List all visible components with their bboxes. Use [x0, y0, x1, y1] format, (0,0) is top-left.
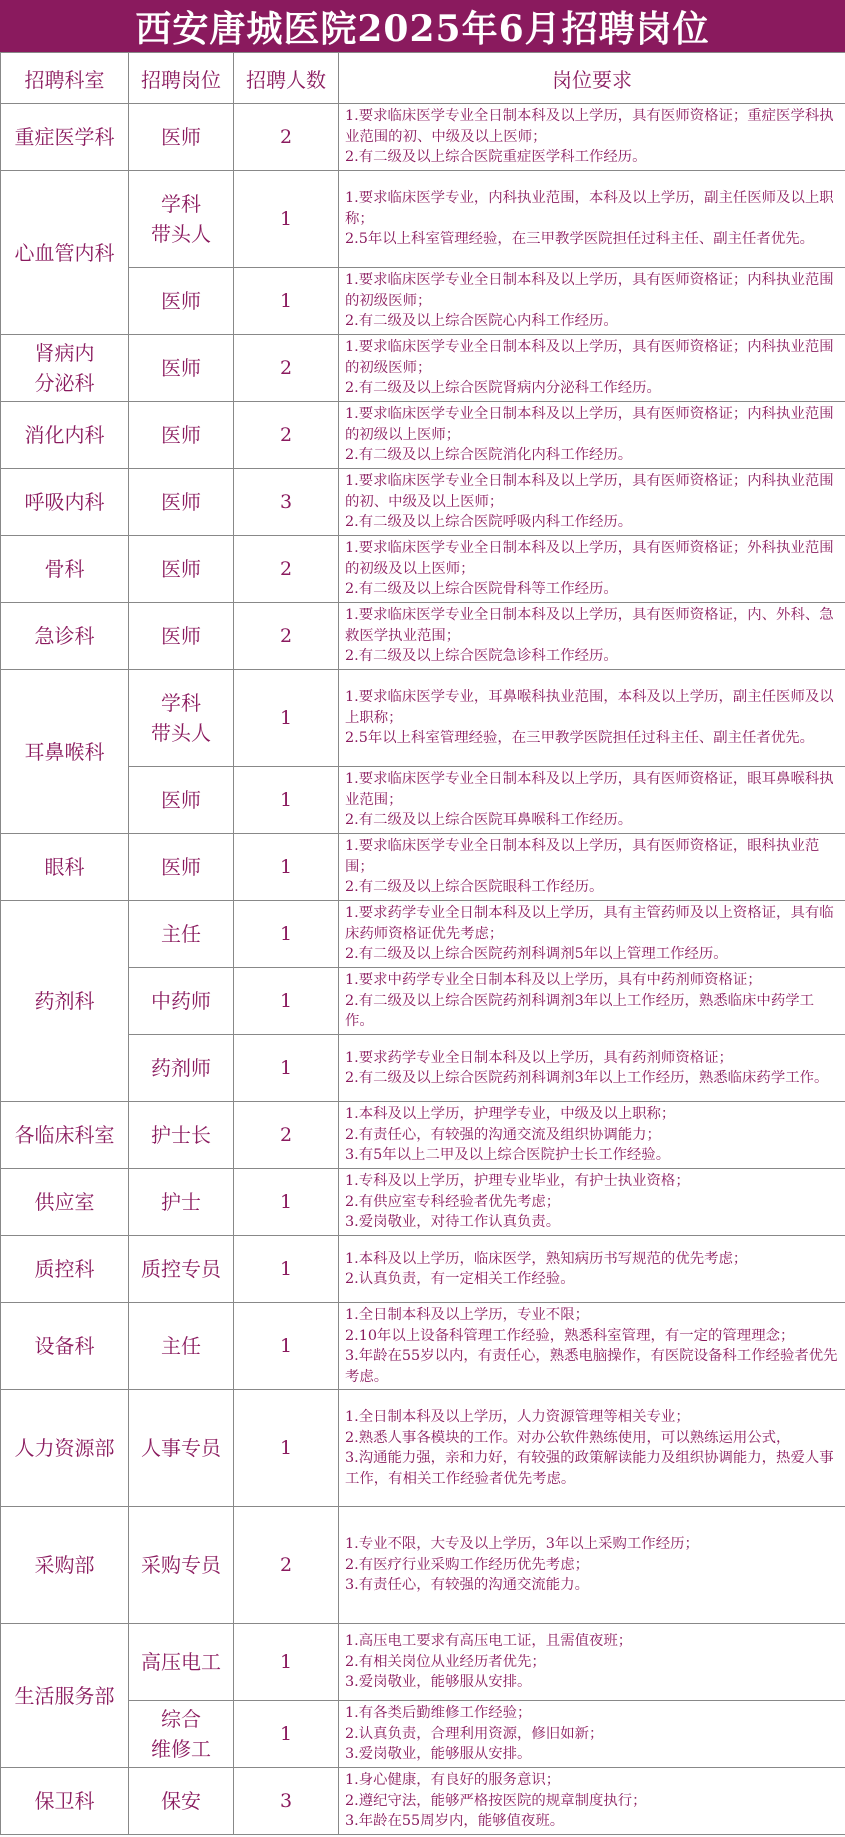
- headcount-cell: 3: [234, 1768, 339, 1835]
- requirement-line: 2.熟悉人事各模块的工作。对办公软件熟练使用，可以熟练运用公式，: [345, 1429, 791, 1446]
- headcount-cell: 1: [234, 1390, 339, 1507]
- requirement-line: 3.年龄在55岁以内，有责任心，熟悉电脑操作，有医院设备科工作经验者优先考虑。: [345, 1348, 838, 1385]
- department-cell: 骨科: [1, 536, 129, 603]
- requirements-cell: [339, 268, 845, 335]
- requirements-cell: [339, 603, 845, 670]
- requirements-cell: [339, 1507, 845, 1624]
- position-cell: 质控专员: [129, 1236, 234, 1303]
- department-cell: 耳鼻喉科: [1, 670, 129, 834]
- header-dept: 招聘科室: [1, 53, 129, 104]
- headcount-cell: 1: [234, 834, 339, 901]
- position-cell: 保安: [129, 1768, 234, 1835]
- requirement-line: 2.5年以上科室管理经验，在三甲教学医院担任过科主任、副主任者优先。: [345, 730, 814, 747]
- requirements-cell: [339, 335, 845, 402]
- requirements-cell: [339, 1768, 845, 1835]
- department-cell: 呼吸内科: [1, 469, 129, 536]
- job-table: [0, 52, 845, 1835]
- requirement-line: 1.有各类后勤维修工作经验；: [345, 1705, 532, 1722]
- department-cell: 设备科: [1, 1303, 129, 1390]
- department-cell: 各临床科室: [1, 1102, 129, 1169]
- department-cell: 消化内科: [1, 402, 129, 469]
- requirement-line: 2.认真负责，有一定相关工作经验。: [345, 1271, 575, 1287]
- position-cell: 护士长: [129, 1102, 234, 1169]
- headcount-cell: 3: [234, 469, 339, 536]
- table-row: [1, 1303, 845, 1390]
- position-cell: 主任: [129, 1303, 234, 1390]
- requirement-line: 1.要求药学专业全日制本科及以上学历，具有主管药师及以上资格证，具有临床药师资格证优先考虑；: [345, 905, 834, 942]
- requirement-line: 1.专科及以上学历，护理专业毕业，有护士执业资格；: [345, 1173, 690, 1190]
- position-cell: 学科 带头人: [129, 670, 234, 767]
- requirement-line: 1.要求临床医学专业全日制本科及以上学历，具有医师资格证；内科执业范围的初级以上医师；: [345, 406, 834, 443]
- table-row: [1, 469, 845, 536]
- requirements-cell: [339, 104, 845, 171]
- requirement-line: 2.有二级及以上综合医院急诊科工作经历。: [345, 648, 618, 665]
- position-cell: 医师: [129, 536, 234, 603]
- department-cell: 保卫科: [1, 1768, 129, 1835]
- requirement-line: 1.全日制本科及以上学历，专业不限；: [345, 1307, 589, 1323]
- table-row: [1, 171, 845, 268]
- headcount-cell: 1: [234, 901, 339, 968]
- requirement-line: 3.爱岗敬业，对待工作认真负责。: [345, 1214, 561, 1231]
- requirement-line: 1.要求临床医学专业全日制本科及以上学历，具有医师资格证，眼科执业范围；: [345, 838, 820, 875]
- requirement-line: 1.全日制本科及以上学历，人力资源管理等相关专业；: [345, 1409, 690, 1425]
- requirement-line: 2.有二级及以上综合医院骨科等工作经历。: [345, 581, 618, 598]
- table-row: [1, 1768, 845, 1835]
- requirement-line: 2.有二级及以上综合医院药剂科调剂3年以上工作经历，熟悉临床中药学工作。: [345, 992, 814, 1030]
- position-cell: 药剂师: [129, 1035, 234, 1102]
- page-title: 西安唐城医院2025年6月招聘岗位: [0, 0, 845, 52]
- requirement-line: 1.要求临床医学专业，耳鼻喉科执业范围，本科及以上学历，副主任医师及以上职称；: [345, 689, 834, 726]
- requirement-line: 1.本科及以上学历，护理学专业，中级及以上职称；: [345, 1106, 676, 1123]
- table-row: [1, 1236, 845, 1303]
- requirement-line: 1.要求中药学专业全日制本科及以上学历，具有中药剂师资格证；: [345, 972, 762, 989]
- requirement-line: 3.爱岗敬业，能够服从安排。: [345, 1674, 532, 1691]
- requirement-line: 1.要求临床医学专业全日制本科及以上学历，具有医师资格证，眼耳鼻喉科执业范围；: [345, 771, 834, 808]
- headcount-cell: 1: [234, 268, 339, 335]
- table-row: [1, 1390, 845, 1507]
- department-cell: 重症医学科: [1, 104, 129, 171]
- table-row: [1, 901, 845, 968]
- department-cell: 生活服务部: [1, 1624, 129, 1768]
- headcount-cell: 2: [234, 1507, 339, 1624]
- requirements-cell: [339, 171, 845, 268]
- requirement-line: 2.10年以上设备科管理工作经验，熟悉科室管理，有一定的管理理念；: [345, 1327, 795, 1344]
- table-row: [1, 1624, 845, 1701]
- requirement-line: 2.有二级及以上综合医院呼吸内科工作经历。: [345, 514, 633, 531]
- position-cell: 采购专员: [129, 1507, 234, 1624]
- requirement-line: 2.有二级及以上综合医院耳鼻喉科工作经历。: [345, 812, 633, 829]
- table-header-row: [1, 53, 845, 104]
- requirement-line: 1.要求临床医学专业全日制本科及以上学历，具有医师资格证；内科执业范围的初级医师；: [345, 272, 834, 309]
- requirements-cell: [339, 1624, 845, 1701]
- requirement-line: 2.有责任心，有较强的沟通交流及组织协调能力；: [345, 1126, 661, 1143]
- headcount-cell: 1: [234, 1701, 339, 1768]
- requirements-cell: [339, 901, 845, 968]
- department-cell: 供应室: [1, 1169, 129, 1236]
- department-cell: 眼科: [1, 834, 129, 901]
- requirement-line: 2.有二级及以上综合医院心内科工作经历。: [345, 313, 618, 330]
- position-cell: 医师: [129, 104, 234, 171]
- headcount-cell: 2: [234, 402, 339, 469]
- requirement-line: 2.有医疗行业采购工作经历优先考虑；: [345, 1556, 589, 1573]
- headcount-cell: 1: [234, 767, 339, 834]
- requirements-cell: [339, 1303, 845, 1390]
- position-cell: 学科 带头人: [129, 171, 234, 268]
- requirement-line: 2.有相关岗位从业经历者优先；: [345, 1653, 546, 1670]
- requirement-line: 1.身心健康，有良好的服务意识；: [345, 1772, 561, 1789]
- requirement-line: 3.沟通能力强，亲和力好，有较强的政策解读能力及组织协调能力，热爱人事工作，有相关工作经验者优先考虑。: [345, 1450, 834, 1487]
- requirements-cell: [339, 1102, 845, 1169]
- requirements-cell: [339, 402, 845, 469]
- header-position: 招聘岗位: [129, 53, 234, 104]
- position-cell: 医师: [129, 834, 234, 901]
- header-requirements: 岗位要求: [339, 53, 845, 104]
- table-row: [1, 834, 845, 901]
- position-cell: 医师: [129, 767, 234, 834]
- requirement-line: 1.要求临床医学专业全日制本科及以上学历，具有医师资格证；重症医学科执业范围的初、中级及以上医师；: [345, 108, 834, 145]
- requirement-line: 2.认真负责，合理利用资源，修旧如新；: [345, 1725, 604, 1742]
- position-cell: 人事专员: [129, 1390, 234, 1507]
- department-cell: 质控科: [1, 1236, 129, 1303]
- headcount-cell: 1: [234, 1236, 339, 1303]
- requirement-line: 3.年龄在55周岁内，能够值夜班。: [345, 1813, 565, 1830]
- requirement-line: 3.有5年以上二甲及以上综合医院护士长工作经验。: [345, 1147, 671, 1164]
- position-cell: 高压电工: [129, 1624, 234, 1701]
- requirement-line: 2.有二级及以上综合医院药剂科调剂3年以上工作经历，熟悉临床药学工作。: [345, 1070, 829, 1086]
- table-row: [1, 603, 845, 670]
- position-cell: 医师: [129, 402, 234, 469]
- table-row: [1, 402, 845, 469]
- headcount-cell: 1: [234, 171, 339, 268]
- headcount-cell: 1: [234, 1624, 339, 1701]
- requirements-cell: [339, 1236, 845, 1303]
- position-cell: 综合 维修工: [129, 1701, 234, 1768]
- position-cell: 护士: [129, 1169, 234, 1236]
- headcount-cell: 1: [234, 670, 339, 767]
- requirement-line: 1.要求临床医学专业，内科执业范围，本科及以上学历，副主任医师及以上职称；: [345, 190, 834, 227]
- requirements-cell: [339, 670, 845, 767]
- department-cell: 人力资源部: [1, 1390, 129, 1507]
- table-body: [1, 104, 845, 1835]
- headcount-cell: 2: [234, 603, 339, 670]
- department-cell: 心血管内科: [1, 171, 129, 335]
- position-cell: 医师: [129, 469, 234, 536]
- table-row: [1, 1102, 845, 1169]
- position-cell: 中药师: [129, 968, 234, 1035]
- requirement-line: 2.有二级及以上综合医院眼科工作经历。: [345, 879, 604, 896]
- requirement-line: 2.有二级及以上综合医院肾病内分泌科工作经历。: [345, 380, 661, 397]
- requirements-cell: [339, 968, 845, 1035]
- requirements-cell: [339, 834, 845, 901]
- headcount-cell: 2: [234, 1102, 339, 1169]
- table-row: [1, 335, 845, 402]
- department-cell: 肾病内 分泌科: [1, 335, 129, 402]
- headcount-cell: 1: [234, 1169, 339, 1236]
- department-cell: 药剂科: [1, 901, 129, 1102]
- requirement-line: 2.有二级及以上综合医院重症医学科工作经历。: [345, 149, 647, 166]
- headcount-cell: 2: [234, 104, 339, 171]
- requirements-cell: [339, 469, 845, 536]
- position-cell: 医师: [129, 335, 234, 402]
- department-cell: 急诊科: [1, 603, 129, 670]
- table-row: [1, 1169, 845, 1236]
- requirements-cell: [339, 1169, 845, 1236]
- requirement-line: 1.要求临床医学专业全日制本科及以上学历，具有医师资格证；外科执业范围的初级及以上医师；: [345, 540, 834, 577]
- position-cell: 主任: [129, 901, 234, 968]
- department-cell: 采购部: [1, 1507, 129, 1624]
- headcount-cell: 1: [234, 1035, 339, 1102]
- table-row: [1, 1507, 845, 1624]
- headcount-cell: 1: [234, 1303, 339, 1390]
- headcount-cell: 1: [234, 968, 339, 1035]
- table-row: [1, 104, 845, 171]
- requirements-cell: [339, 1035, 845, 1102]
- requirement-line: 1.高压电工要求有高压电工证，且需值夜班；: [345, 1633, 633, 1650]
- table-row: [1, 536, 845, 603]
- requirement-line: 2.有二级及以上综合医院消化内科工作经历。: [345, 447, 633, 464]
- position-cell: 医师: [129, 268, 234, 335]
- requirement-line: 1.要求临床医学专业全日制本科及以上学历，具有医师资格证；内科执业范围的初级医师；: [345, 339, 834, 376]
- requirement-line: 1.要求临床医学专业全日制本科及以上学历，具有医师资格证；内科执业范围的初、中级及以上医师；: [345, 473, 834, 510]
- requirement-line: 2.5年以上科室管理经验，在三甲教学医院担任过科主任、副主任者优先。: [345, 231, 814, 248]
- requirement-line: 1.要求药学专业全日制本科及以上学历，具有药剂师资格证；: [345, 1049, 733, 1066]
- requirement-line: 3.爱岗敬业，能够服从安排。: [345, 1746, 532, 1763]
- requirement-line: 2.遵纪守法，能够严格按医院的规章制度执行；: [345, 1792, 647, 1809]
- requirement-line: 1.专业不限，大专及以上学历，3年以上采购工作经历；: [345, 1536, 699, 1553]
- header-count: 招聘人数: [234, 53, 339, 104]
- requirements-cell: [339, 1390, 845, 1507]
- requirements-cell: [339, 536, 845, 603]
- requirement-line: 3.有责任心，有较强的沟通交流能力。: [345, 1577, 589, 1594]
- position-cell: 医师: [129, 603, 234, 670]
- table-row: [1, 670, 845, 767]
- headcount-cell: 2: [234, 536, 339, 603]
- requirement-line: 2.有供应室专科经验者优先考虑；: [345, 1193, 561, 1210]
- requirement-line: 1.本科及以上学历，临床医学，熟知病历书写规范的优先考虑；: [345, 1250, 748, 1267]
- requirements-cell: [339, 1701, 845, 1768]
- headcount-cell: 2: [234, 335, 339, 402]
- requirement-line: 2.有二级及以上综合医院药剂科调剂5年以上管理工作经历。: [345, 946, 728, 963]
- requirement-line: 1.要求临床医学专业全日制本科及以上学历，具有医师资格证，内、外科、急救医学执业范围；: [345, 607, 834, 644]
- requirements-cell: [339, 767, 845, 834]
